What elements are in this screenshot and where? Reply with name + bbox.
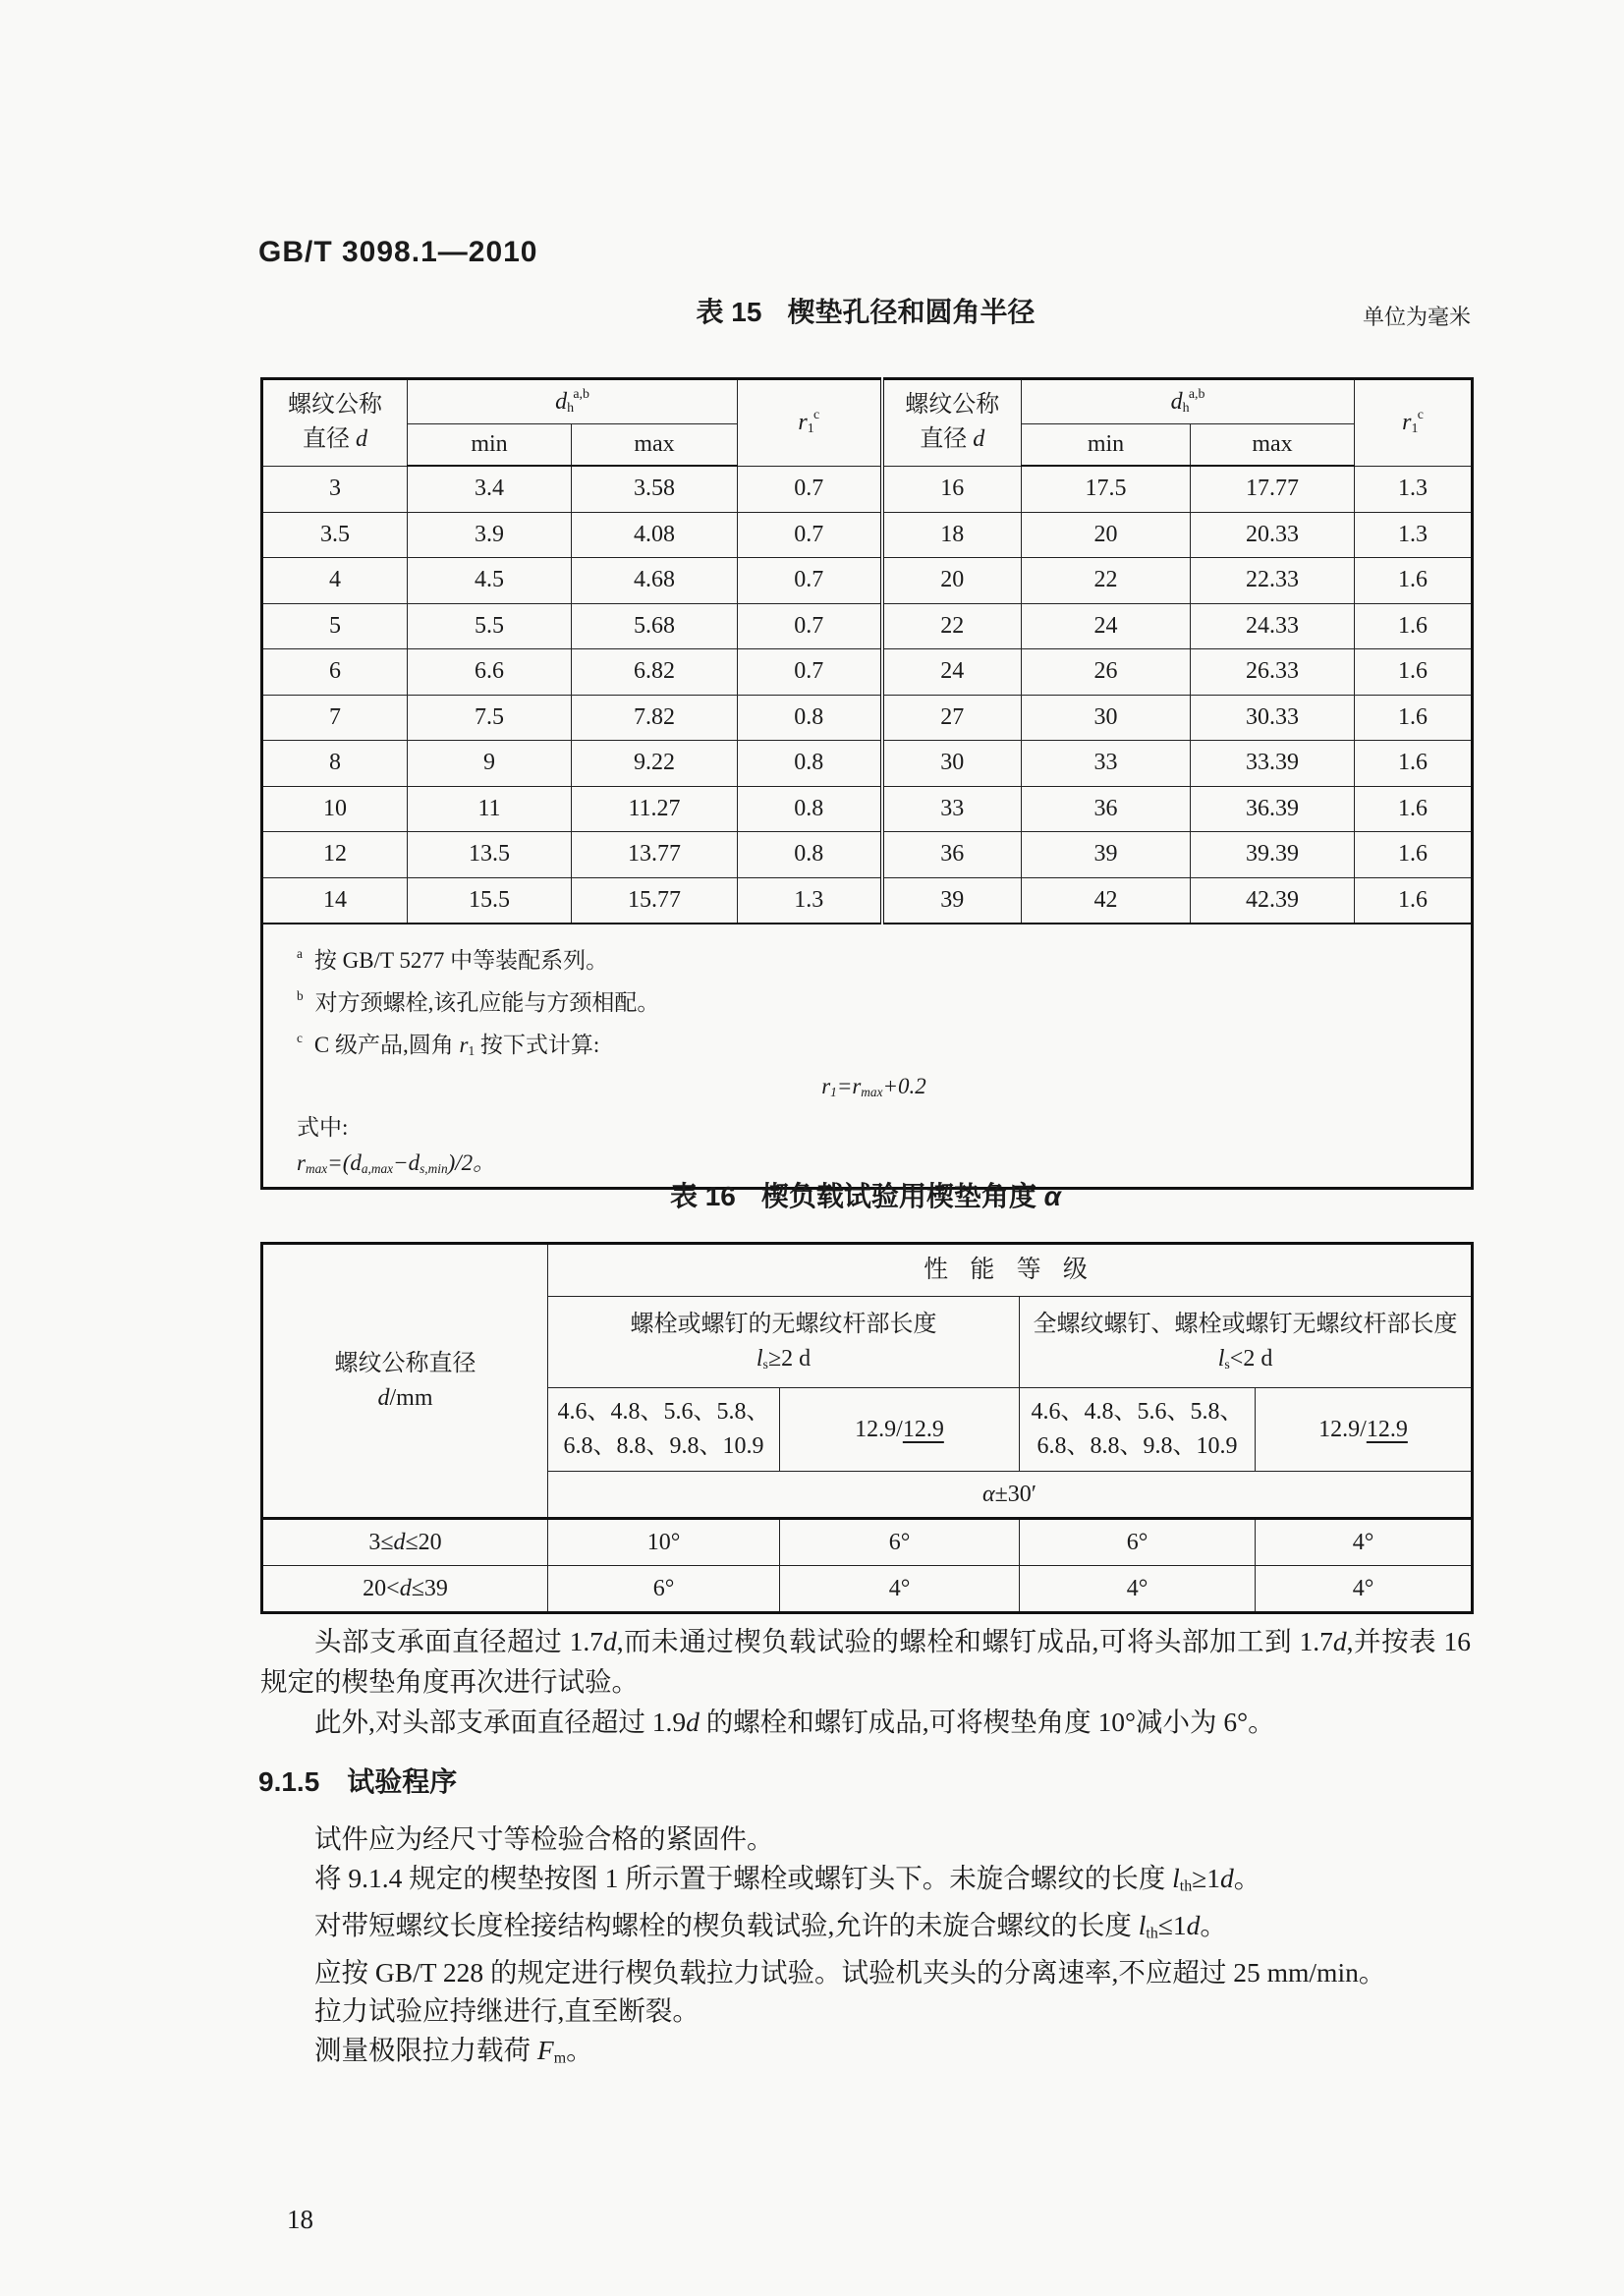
t15-cell-r3c5: 24 bbox=[1022, 603, 1191, 649]
t15-cell-r1c6: 20.33 bbox=[1191, 512, 1355, 558]
t15-cell-r9c0: 14 bbox=[262, 877, 408, 924]
t15-footnote-b: $^b$ 对方颈螺栓,该孔应能与方颈相配。 bbox=[297, 988, 660, 1015]
table-row bbox=[262, 1566, 1473, 1613]
t15-cell-r8c6: 39.39 bbox=[1191, 832, 1355, 878]
t15-cell-r4c0: 6 bbox=[262, 649, 408, 696]
t15-header-max-left: max bbox=[572, 424, 738, 467]
t16-angle-r1c3: 4° bbox=[1256, 1566, 1473, 1613]
table-row bbox=[262, 1244, 1473, 1297]
t15-header-min-right: min bbox=[1022, 424, 1191, 467]
t15-cell-r6c4: 30 bbox=[882, 741, 1022, 787]
footnote-marker: a bbox=[297, 946, 303, 961]
t15-cell-r7c0: 10 bbox=[262, 786, 408, 832]
t16-angle-r1c1: 4° bbox=[780, 1566, 1020, 1613]
t15-cell-r7c3: 0.8 bbox=[738, 786, 882, 832]
table-row bbox=[262, 924, 1473, 1188]
t15-cell-r3c6: 24.33 bbox=[1191, 603, 1355, 649]
t16-header-group1: 螺栓或螺钉的无螺纹杆部长度 $l_s\ge 2$ d bbox=[548, 1297, 1020, 1388]
t15-cell-r5c1: 7.5 bbox=[408, 695, 572, 741]
table-row bbox=[262, 558, 1473, 604]
t15-cell-r3c4: 22 bbox=[882, 603, 1022, 649]
t15-cell-r2c0: 4 bbox=[262, 558, 408, 604]
t15-cell-r3c2: 5.68 bbox=[572, 603, 738, 649]
t15-header-max-right: max bbox=[1191, 424, 1355, 467]
t15-cell-r9c5: 42 bbox=[1022, 877, 1191, 924]
t15-cell-r5c6: 30.33 bbox=[1191, 695, 1355, 741]
t15-footnote-c: $^c$ C 级产品,圆角 $r_1$ 按下式计算: bbox=[297, 1031, 600, 1058]
t15-cell-r6c2: 9.22 bbox=[572, 741, 738, 787]
table15-head bbox=[262, 379, 1473, 467]
t15-cell-r6c5: 33 bbox=[1022, 741, 1191, 787]
t15-cell-r6c7: 1.6 bbox=[1355, 741, 1473, 787]
t16-header-129-a: 12.9/12.9 bbox=[780, 1388, 1020, 1472]
table-row bbox=[262, 379, 1473, 424]
unit-note: 单位为毫米 bbox=[1362, 305, 1471, 329]
t15-header-diameter-left: 螺纹公称 直径 d bbox=[262, 379, 408, 467]
body-paragraph-2: 此外,对头部支承面直径超过 1.9d 的螺栓和螺钉成品,可将楔垫角度 10°减小为 6°。 bbox=[314, 1707, 1275, 1737]
t15-cell-r7c1: 11 bbox=[408, 786, 572, 832]
t15-cell-r9c1: 15.5 bbox=[408, 877, 572, 924]
t15-cell-r8c2: 13.77 bbox=[572, 832, 738, 878]
t15-cell-r7c6: 36.39 bbox=[1191, 786, 1355, 832]
t15-cell-r4c6: 26.33 bbox=[1191, 649, 1355, 696]
t15-cell-r1c3: 0.7 bbox=[738, 512, 882, 558]
t15-cell-r5c4: 27 bbox=[882, 695, 1022, 741]
t15-header-dh-left: $d_h^{a,b}$ bbox=[408, 379, 738, 424]
procedure-line-1: 试件应为经尺寸等检验合格的紧固件。 bbox=[314, 1823, 774, 1854]
t15-cell-r5c2: 7.82 bbox=[572, 695, 738, 741]
t16-angle-r1c0: 6° bbox=[548, 1566, 780, 1613]
t15-cell-r0c7: 1.3 bbox=[1355, 466, 1473, 512]
t15-header-dh-right: $d_h^{a,b}$ bbox=[1022, 379, 1355, 424]
table-row bbox=[262, 695, 1473, 741]
t15-cell-r9c6: 42.39 bbox=[1191, 877, 1355, 924]
t15-cell-r3c3: 0.7 bbox=[738, 603, 882, 649]
doc-number: GB/T 3098.1—2010 bbox=[258, 236, 538, 268]
section-heading bbox=[258, 1761, 457, 1800]
t15-cell-r8c0: 12 bbox=[262, 832, 408, 878]
section-title: 试验程序 bbox=[347, 1766, 458, 1797]
t15-header-diameter-right: 螺纹公称 直径 d bbox=[882, 379, 1022, 467]
table15-caption-label: 表 15 bbox=[696, 297, 762, 327]
t15-cell-r2c1: 4.5 bbox=[408, 558, 572, 604]
t16-range-r0: 3≤d≤20 bbox=[262, 1519, 548, 1566]
t15-header-r1-right: $r_1^c$ bbox=[1355, 379, 1473, 467]
t15-cell-r5c0: 7 bbox=[262, 695, 408, 741]
t15-cell-r0c5: 17.5 bbox=[1022, 466, 1191, 512]
t15-cell-r1c2: 4.08 bbox=[572, 512, 738, 558]
t15-cell-r0c0: 3 bbox=[262, 466, 408, 512]
t16-header-diameter: 螺纹公称直径 d/mm bbox=[262, 1244, 548, 1519]
t16-header-performance: 性 能 等 级 bbox=[548, 1244, 1473, 1297]
table-row bbox=[262, 877, 1473, 924]
t15-cell-r1c5: 20 bbox=[1022, 512, 1191, 558]
section-number: 9.1.5 bbox=[258, 1766, 320, 1797]
t15-cell-r0c4: 16 bbox=[882, 466, 1022, 512]
table16-caption-label: 表 16 bbox=[669, 1181, 736, 1211]
body-paragraph-1: 头部支承面直径超过 1.7d,而未通过楔负载试验的螺栓和螺钉成品,可将头部加工到 1.7d,并按表 16 规定的楔垫角度再次进行试验。 bbox=[260, 1626, 1472, 1697]
page-number: 18 bbox=[287, 2205, 313, 2234]
t15-cell-r1c7: 1.3 bbox=[1355, 512, 1473, 558]
table-15-wedge-hole-diameters bbox=[260, 377, 1474, 1190]
t15-header-min-left: min bbox=[408, 424, 572, 467]
t15-cell-r0c6: 17.77 bbox=[1191, 466, 1355, 512]
procedure-line-4: 应按 GB/T 228 的规定进行楔负载拉力试验。试验机夹头的分离速率,不应超过 25 mm/min。 bbox=[314, 1956, 1386, 1988]
t16-header-alpha-tolerance: α±30′ bbox=[548, 1472, 1473, 1519]
t15-cell-r9c2: 15.77 bbox=[572, 877, 738, 924]
t15-cell-r2c4: 20 bbox=[882, 558, 1022, 604]
t16-angle-r0c2: 6° bbox=[1020, 1519, 1256, 1566]
t16-angle-r0c1: 6° bbox=[780, 1519, 1020, 1566]
t15-cell-r7c7: 1.6 bbox=[1355, 786, 1473, 832]
table-16-wedge-angles bbox=[260, 1242, 1474, 1614]
t15-where-label: 式中: bbox=[297, 1114, 349, 1140]
table15-body bbox=[262, 466, 1473, 1188]
table-row bbox=[262, 786, 1473, 832]
t16-header-classes-a: 4.6、4.8、5.6、5.8、 6.8、8.8、9.8、10.9 bbox=[548, 1388, 780, 1472]
procedure-line-6: 测量极限拉力载荷 $F_m$。 bbox=[314, 2034, 593, 2066]
t15-formula-r1: $r_1=r_{max}+0.2$ bbox=[821, 1073, 926, 1099]
t15-cell-r2c2: 4.68 bbox=[572, 558, 738, 604]
t15-cell-r6c1: 9 bbox=[408, 741, 572, 787]
t15-header-r1-left: $r_1^c$ bbox=[738, 379, 882, 467]
t16-angle-r0c0: 10° bbox=[548, 1519, 780, 1566]
table16-body bbox=[262, 1244, 1473, 1613]
t15-cell-r8c4: 36 bbox=[882, 832, 1022, 878]
table-row bbox=[262, 466, 1473, 512]
t16-header-129-b: 12.9/12.9 bbox=[1256, 1388, 1473, 1472]
t15-cell-r2c6: 22.33 bbox=[1191, 558, 1355, 604]
t15-cell-r3c7: 1.6 bbox=[1355, 603, 1473, 649]
t15-cell-r5c7: 1.6 bbox=[1355, 695, 1473, 741]
t16-range-r1: 20<d≤39 bbox=[262, 1566, 548, 1613]
procedure-line-3: 对带短螺纹长度栓接结构螺栓的楔负载试验,允许的未旋合螺纹的长度 $l_{th}\le 1d$。 bbox=[314, 1909, 1227, 1941]
table16-caption bbox=[260, 1175, 1471, 1214]
table-row bbox=[262, 832, 1473, 878]
t15-cell-r2c5: 22 bbox=[1022, 558, 1191, 604]
paragraphs bbox=[260, 1621, 1471, 1742]
t15-cell-r9c7: 1.6 bbox=[1355, 877, 1473, 924]
t15-cell-r3c1: 5.5 bbox=[408, 603, 572, 649]
t15-cell-r7c4: 33 bbox=[882, 786, 1022, 832]
t16-header-group2: 全螺纹螺钉、螺栓或螺钉无螺纹杆部长度 $l_s<2$ d bbox=[1020, 1297, 1473, 1388]
procedure-line-2: 将 9.1.4 规定的楔垫按图 1 所示置于螺栓或螺钉头下。未旋合螺纹的长度 $l_{th}\ge 1d$。 bbox=[314, 1862, 1261, 1894]
footnote-marker: c bbox=[297, 1031, 303, 1045]
t15-cell-r7c2: 11.27 bbox=[572, 786, 738, 832]
t15-cell-r7c5: 36 bbox=[1022, 786, 1191, 832]
t15-cell-r4c2: 6.82 bbox=[572, 649, 738, 696]
t15-cell-r8c5: 39 bbox=[1022, 832, 1191, 878]
t15-cell-r4c1: 6.6 bbox=[408, 649, 572, 696]
t15-formula-rmax: $r_{max}=(d_{a,max}-d_{s,min})/2$。 bbox=[297, 1149, 496, 1176]
t15-cell-r6c0: 8 bbox=[262, 741, 408, 787]
procedure-line-5: 拉力试验应持继进行,直至断裂。 bbox=[314, 1995, 700, 2026]
t15-cell-r0c2: 3.58 bbox=[572, 466, 738, 512]
t15-cell-r4c7: 1.6 bbox=[1355, 649, 1473, 696]
t15-cell-r0c1: 3.4 bbox=[408, 466, 572, 512]
t15-cell-r4c3: 0.7 bbox=[738, 649, 882, 696]
t15-cell-r2c3: 0.7 bbox=[738, 558, 882, 604]
table-row bbox=[262, 649, 1473, 696]
t16-header-classes-b: 4.6、4.8、5.6、5.8、 6.8、8.8、9.8、10.9 bbox=[1020, 1388, 1256, 1472]
t15-cell-r3c0: 5 bbox=[262, 603, 408, 649]
table16-caption-text: 楔负载试验用楔垫角度 α bbox=[760, 1181, 1062, 1211]
t15-footnotes bbox=[262, 924, 1473, 1188]
t15-cell-r1c4: 18 bbox=[882, 512, 1022, 558]
t15-cell-r4c5: 26 bbox=[1022, 649, 1191, 696]
t15-cell-r0c3: 0.7 bbox=[738, 466, 882, 512]
t15-cell-r5c3: 0.8 bbox=[738, 695, 882, 741]
t15-cell-r5c5: 30 bbox=[1022, 695, 1191, 741]
t15-cell-r9c3: 1.3 bbox=[738, 877, 882, 924]
t15-cell-r8c1: 13.5 bbox=[408, 832, 572, 878]
t16-angle-r1c2: 4° bbox=[1020, 1566, 1256, 1613]
t15-cell-r8c3: 0.8 bbox=[738, 832, 882, 878]
t15-footnote-a: $^a$ 按 GB/T 5277 中等装配系列。 bbox=[297, 946, 609, 973]
t15-cell-r9c4: 39 bbox=[882, 877, 1022, 924]
t15-cell-r2c7: 1.6 bbox=[1355, 558, 1473, 604]
t15-cell-r1c1: 3.9 bbox=[408, 512, 572, 558]
t16-angle-r0c3: 4° bbox=[1256, 1519, 1473, 1566]
table-row bbox=[262, 1519, 1473, 1566]
t15-cell-r4c4: 24 bbox=[882, 649, 1022, 696]
table-row bbox=[262, 741, 1473, 787]
t15-cell-r6c6: 33.39 bbox=[1191, 741, 1355, 787]
table-row bbox=[262, 603, 1473, 649]
footnote-marker: b bbox=[297, 988, 304, 1003]
table15-caption-text: 楔垫孔径和圆角半径 bbox=[787, 297, 1036, 327]
t15-cell-r1c0: 3.5 bbox=[262, 512, 408, 558]
table-row bbox=[262, 512, 1473, 558]
t15-cell-r6c3: 0.8 bbox=[738, 741, 882, 787]
t15-cell-r8c7: 1.6 bbox=[1355, 832, 1473, 878]
procedure-lines bbox=[260, 1820, 1484, 2078]
